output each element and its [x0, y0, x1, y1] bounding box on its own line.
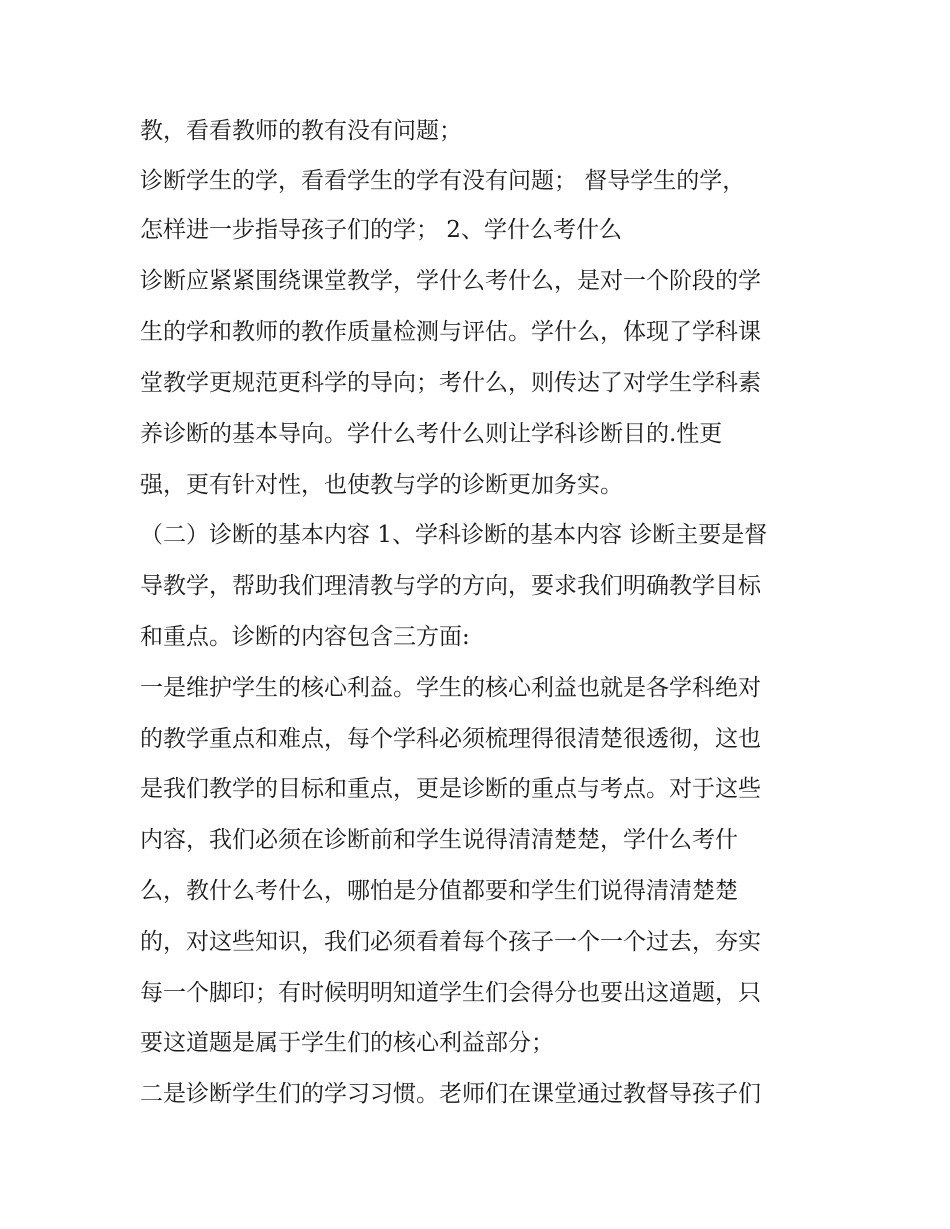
- text-line-12: 一是维护学生的核心利益。学生的核心利益也就是各学科绝对: [140, 675, 761, 701]
- text-line-16: 么，教什么考什么，哪怕是分值都要和学生们说得清清楚楚: [140, 878, 738, 904]
- text-line-17: 的，对这些知识，我们必须看着每个孩子一个一个过去，夯实: [140, 929, 761, 955]
- text-line-18: 每一个脚印；有时候明明知道学生们会得分也要出这道题，只: [140, 980, 761, 1006]
- text-line-2: 诊断学生的学，看看学生的学有没有问题； 督导学生的学，: [140, 168, 746, 194]
- text-line-5: 生的学和教师的教作质量检测与评估。学什么，体现了学科课: [140, 319, 761, 345]
- text-line-4: 诊断应紧紧围绕课堂教学，学什么考什么，是对一个阶段的学: [140, 268, 761, 294]
- text-line-1: 教，看看教师的教有没有问题；: [140, 118, 462, 144]
- text-line-19: 要这道题是属于学生们的核心利益部分；: [140, 1030, 554, 1056]
- text-line-20: 二是诊断学生们的学习习惯。老师们在课堂通过教督导孩子们: [140, 1081, 761, 1107]
- text-line-15: 内容，我们必须在诊断前和学生说得清清楚楚，学什么考什: [140, 827, 738, 853]
- text-line-14: 是我们教学的目标和重点，更是诊断的重点与考点。对于这些: [140, 776, 761, 802]
- text-line-9: （二）诊断的基本内容 1、学科诊断的基本内容 诊断主要是督: [140, 522, 768, 548]
- text-line-3: 怎样进一步指导孩子们的学； 2、学什么考什么: [140, 217, 622, 243]
- text-line-6: 堂教学更规范更科学的导向；考什么，则传达了对学生学科素: [140, 370, 761, 396]
- text-line-11: 和重点。诊断的内容包含三方面:: [140, 624, 470, 650]
- text-line-13: 的教学重点和难点，每个学科必须梳理得很清楚很透彻，这也: [140, 726, 761, 752]
- text-line-8: 强，更有针对性，也使教与学的诊断更加务实。: [140, 472, 623, 498]
- text-line-7: 养诊断的基本导向。学什么考什么则让学科诊断目的.性更: [140, 421, 723, 447]
- text-line-10: 导教学，帮助我们理清教与学的方向，要求我们明确教学目标: [140, 573, 761, 599]
